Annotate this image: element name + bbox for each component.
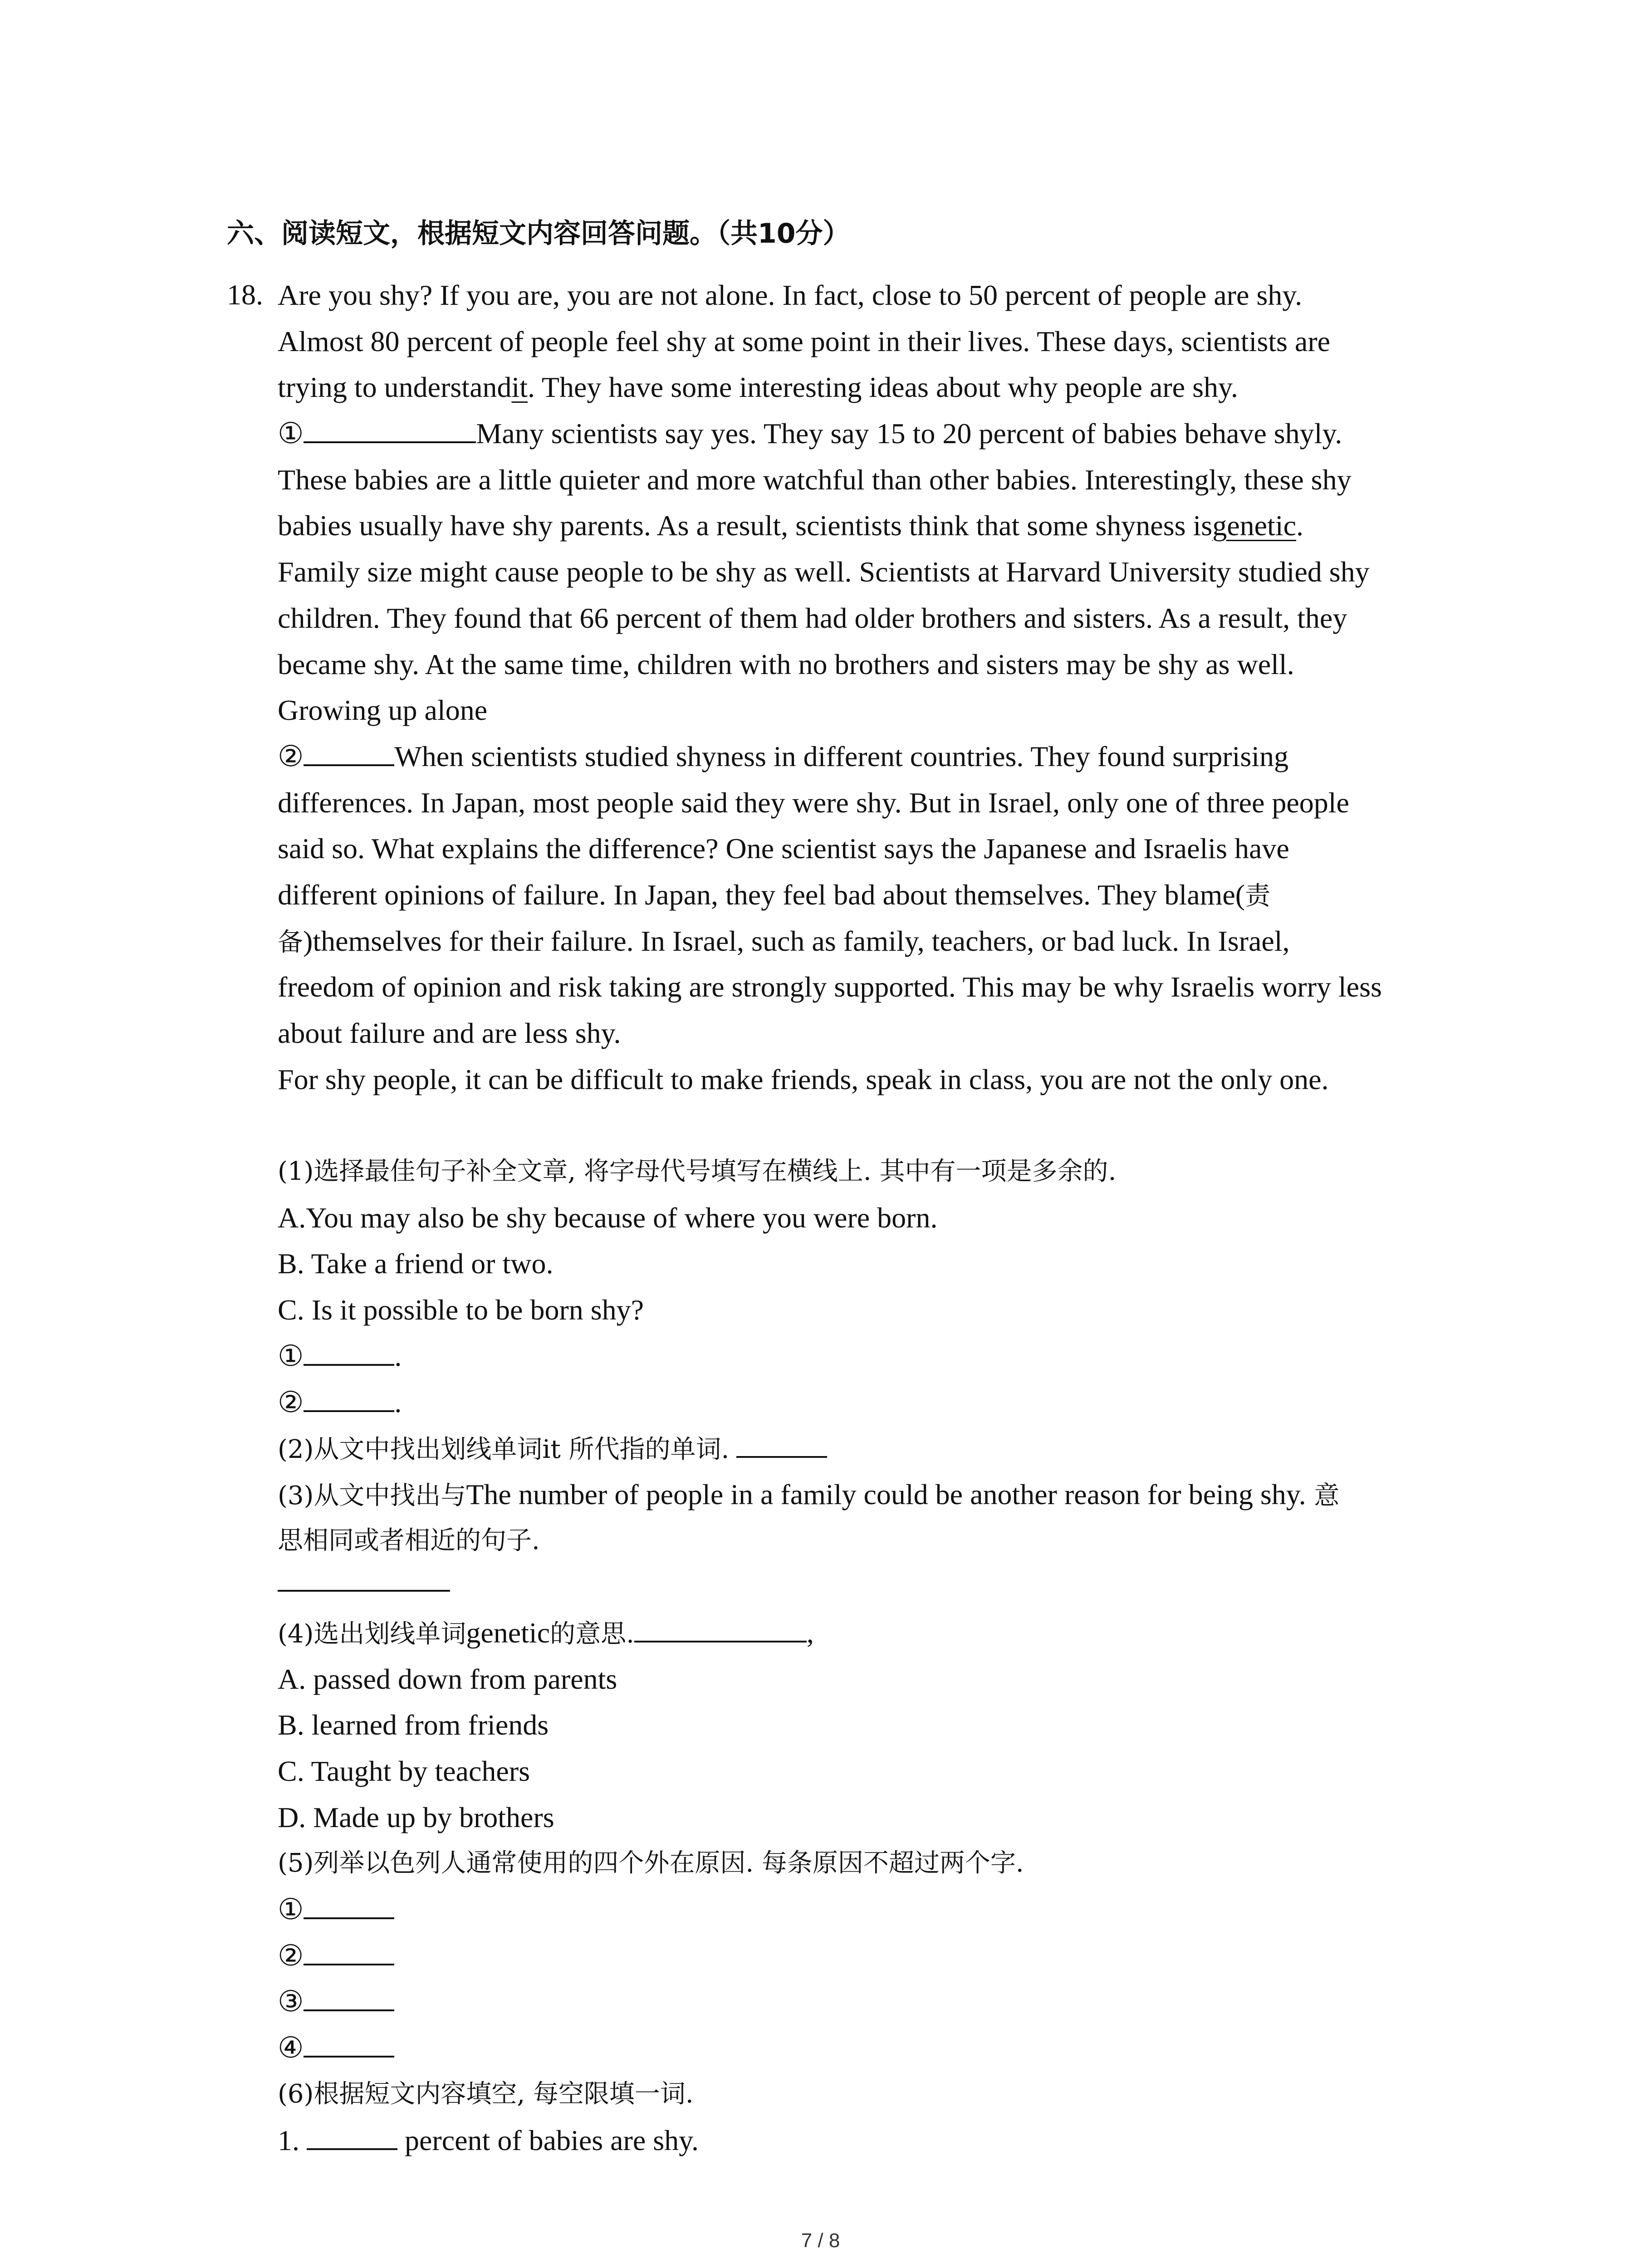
q4-prompt: (4)选出划线单词genetic的意思. , xyxy=(278,1610,1503,1656)
q3-prompt: (3)从文中找出与The number of people in a family could be another reason for being shy. 意 xyxy=(278,1478,1340,1510)
passage-line: babies usually have shy parents. As a result, scientists think that some shyness isgenetic. xyxy=(278,509,1303,542)
passage-line: For shy people, it can be difficult to make friends, speak in class, you are not the only one. xyxy=(278,1063,1329,1095)
q2-prompt: (2)从文中找出划线单词it 所代指的单词. xyxy=(278,1425,1503,1471)
q6-prompt: (6)根据短文内容填空, 每空限填一词. xyxy=(278,2079,694,2109)
passage-line: 备)themselves for their failure. In Israel, such as family, teachers, or bad luck. In Israel, xyxy=(278,924,1290,957)
section-title: 六、阅读短文，根据短文内容回答问题。（共10分） xyxy=(227,218,850,249)
passage-line: ② When scientists studied shyness in different countries. They found surprising xyxy=(278,733,1503,780)
passage-line: ① Many scientists say yes. They say 15 to 20 percent of babies behave shyly. xyxy=(278,411,1503,457)
q5-answer-1-blank[interactable] xyxy=(304,1891,394,1919)
q1-answer-1-blank[interactable] xyxy=(304,1338,394,1366)
passage-line: trying to understandit. They have some interesting ideas about why people are shy. xyxy=(278,371,1238,404)
q3-answer-blank[interactable] xyxy=(278,1564,450,1592)
q5-prompt: (5)列举以色列人通常使用的四个外在原因. 每条原因不超过两个字. xyxy=(278,1848,1024,1878)
passage-line: Almost 80 percent of people feel shy at some point in their lives. These days, scientists are xyxy=(278,325,1331,357)
q1-answer-2-blank[interactable] xyxy=(304,1384,394,1412)
passage-line: different opinions of failure. In Japan, they feel bad about themselves. They blame(责 xyxy=(278,878,1271,911)
q5-answer-3-blank[interactable] xyxy=(304,1983,394,2011)
passage-line: Growing up alone xyxy=(278,694,488,727)
q6-item-1: 1. percent of babies are shy. xyxy=(278,2117,1503,2164)
q4-option-a: A. passed down from parents xyxy=(278,1662,617,1695)
blank-marker-1: ① xyxy=(278,417,304,450)
q2-answer-blank[interactable] xyxy=(736,1430,827,1458)
underlined-word-it: it xyxy=(511,371,528,404)
passage-blank-2[interactable] xyxy=(304,738,394,766)
passage-line: differences. In Japan, most people said they were shy. But in Israel, only one of three people xyxy=(278,786,1349,819)
q3-prompt-cont: 思相同或者相近的句子. xyxy=(278,1525,540,1555)
passage-line: became shy. At the same time, children with no brothers and sisters may be shy as well. xyxy=(278,648,1294,680)
q4-answer-blank[interactable] xyxy=(634,1614,807,1642)
passage-line: about failure and are less shy. xyxy=(278,1017,621,1049)
passage-line: said so. What explains the difference? One scientist says the Japanese and Israelis have xyxy=(278,832,1289,865)
q5-answer-3: ③ xyxy=(278,1979,1503,2025)
blank-marker-2: ② xyxy=(278,740,304,772)
q5-answer-1: ① xyxy=(278,1887,1503,1933)
q1-option-c: C. Is it possible to be born shy? xyxy=(278,1294,644,1326)
q1-answer-2: ② . xyxy=(278,1379,1503,1426)
q4-option-b: B. learned from friends xyxy=(278,1709,549,1741)
q1-option-a: A.You may also be shy because of where you were born. xyxy=(278,1201,938,1234)
q1-option-b: B. Take a friend or two. xyxy=(278,1247,554,1280)
q3-answer-line xyxy=(278,1564,1503,1610)
underlined-word-genetic: genetic xyxy=(1212,509,1296,542)
q4-option-d: D. Made up by brothers xyxy=(278,1801,554,1833)
q5-answer-2-blank[interactable] xyxy=(304,1937,394,1965)
q5-answer-2: ② xyxy=(278,1933,1503,1979)
q5-answer-4-blank[interactable] xyxy=(304,2029,394,2058)
q1-prompt: (1)选择最佳句子补全文章, 将字母代号填写在横线上. 其中有一项是多余的. xyxy=(278,1157,1117,1187)
q6-item-1-blank[interactable] xyxy=(307,2122,397,2150)
passage-line: children. They found that 66 percent of them had older brothers and sisters. As a result, they xyxy=(278,601,1347,634)
q4-option-c: C. Taught by teachers xyxy=(278,1755,530,1787)
passage-line: Are you shy? If you are, you are not alone. In fact, close to 50 percent of people are shy. xyxy=(278,279,1303,311)
passage-line: freedom of opinion and risk taking are strongly supported. This may be why Israelis worry less xyxy=(278,971,1382,1003)
passage-blank-1[interactable] xyxy=(304,415,476,443)
passage-line: These babies are a little quieter and more watchful than other babies. Interestingly, these shy xyxy=(278,463,1352,496)
q1-answer-1: ① . xyxy=(278,1333,1503,1379)
question-body xyxy=(278,272,1503,2163)
question-number: 18. xyxy=(227,279,263,311)
passage-line: Family size might cause people to be shy as well. Scientists at Harvard University studied shy xyxy=(278,556,1370,588)
q5-answer-4: ④ xyxy=(278,2025,1503,2071)
page-number: 7 / 8 xyxy=(801,2229,840,2252)
